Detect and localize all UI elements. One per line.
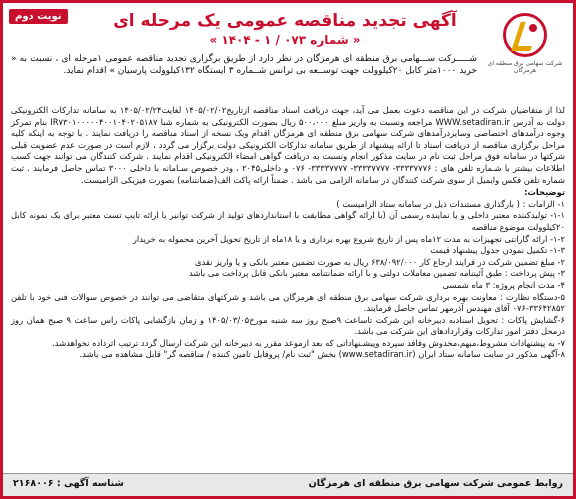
note-item: ۱-۳- تکمیل نمودن جدول پیشنهاد قیمت <box>430 245 565 256</box>
note-item: ۷- به پیشنهادات مشروط،مبهم،مخدوش وفاقد سپرده وپیشـنهاداتی که بعد ازموعد مقرر به دبیرخانه این شرکت ارسال گردد ترتیب اثرداده نخواهدشد. <box>52 337 565 348</box>
note-item: ۵-دستگاه نظارت : معاونت بهره برداری شرکت سهامی برق منطقه ای هرمزگان می باشد و شرکتهای متقاضی می توانند در خصوص سوالات فنی خود با تلفن ۳۳۶۴۲۸۵۲-۰۷۶ آقای مهندس آذرمهر تماس حاصل فرمایند. <box>11 291 565 314</box>
ad-identifier: شناسه آگهی : ۲۱۶۸۰۰۶ <box>13 478 124 489</box>
note-item: ۱- الزامات : ( بارگذاری مستندات ذیل در سامانه ستاد الزامیست ) <box>336 198 565 209</box>
logo-caption: شرکت سهامی برق منطقه ای هرمزگان <box>487 60 563 75</box>
tender-number: « شماره ۰۷۳ / ۱ - ۱۴۰۴ » <box>209 33 361 47</box>
publication-round-badge: نوبت دوم <box>9 9 68 24</box>
footer-bar <box>3 473 573 496</box>
footer-organization: روابط عمومی شرکت سهامی برق منطقه ای هرمزگان <box>308 478 563 489</box>
notes-title: توضیحات: <box>524 187 565 198</box>
note-item: ۶-گشایش پاکات : تحویل اسنادبه دبیرخانه این شرکت تاساعت ۹صبح روز سه شنبه مورخ۱۴۰۵/۰۳/۰۵ و زمان بازگشایی پاکات راس ساعت ۹ صبح همان روز درمحل دفتر امور تدارکات وقراردادهای این شرکت می باشد. <box>11 314 565 337</box>
note-item: ۳- پیش پرداخت : طبق آئیننامه تضمین معاملات دولتی و با ارائه ضمانتنامه معتبر بانکی قابل پرداخت می باشد <box>188 268 565 279</box>
headline <box>93 11 477 49</box>
ad-body <box>11 105 565 361</box>
power-company-logo-icon <box>503 13 547 57</box>
note-item: ۴- مدت انجام پروژه: ۳ ماه شمسی <box>442 279 565 290</box>
intro-paragraph: شـــــرکت ســـهامی برق منطقه ای هرمزگان در نظر دارد از طریق برگزاری تجدید مناقصه عمومی ۱مرحله ای ، نسبت به « خرید ۱۰۰۰متر کابل ۲۰کیلوولت جهت توســعه بی ترانس شــماره ۳ ایستگاه ۱۳۲کیلوولت پارسیان » اقدام نماید. <box>11 54 477 77</box>
note-item: ۸-آگهی مذکور در سایت سامانه ستاد ایران (www.setadiran.ir) بخش "ثبت نام/ پروفایل تامین کننده / مناقصه گر" قابل مشاهده می باشد. <box>79 349 565 360</box>
ad-title: آگهی تجدید مناقصه عمومی یک مرحله ای <box>113 11 457 31</box>
main-paragraph: لذا از متقاضیان شرکت در این مناقصه دعوت بعمل می آید، جهت دریافت اسناد مناقصه ازتاریخ۱۴۰۵/۰۲/۰۲ لغایت۱۴۰۵/۰۲/۲۴ به سامانه تدارکات الکترونیکی دولت به آدرس WWW.setadiran.ir مراجعه ونسبت به واریز مبلغ ۵۰۰،۰۰۰ ریال بصورت الکترونیکی به شماره شبا IR۷۳۰۱۰۰۰۰۰۴۰۰۱۰۴۰۲۰۵۱۸۷ بنام تمرکز وجوه درآمدهای اختصاصی وسایردرآمدهای شرکت سهامی برق منطقه ای هرمزگان اقدام ویک نسخه از اسناد مناقصه را دریافت نمایند . با توجه به اینکه کلیه مراحل برگزاری مناقصه از دریافت اسناد تا ارائه پیشنهاد از طریق سامانه تدارکات الکترونیکی دولت برگزار می گردد ، لازم است در صورت عدم عضویت قبلی شرکتها در سامانه فوق مراحل ثبت نام در سایت مذکور انجام ونسبت به دریافت گواهی امضاء الکترونیکی اقدام نمایند . شرکت کنندگان می توانند جهت کسب اطلاعات بیشتر با شـماره تلفن های : ۳۳۳۳۷۷۷۶- ۳۳۳۳۷۷۷۷- ۳۳۳۳۷۷۷۷- ۰۷۶ و داخلی۲۰۴۵ ، ودر خصوص سـامانه با داخلی ۳۰۰۰ تماس حاصل فرمایند . ثبت شماره تلفن فکس وایمیل از سوی شرکت کنندگان در سامانه الزامی می باشد . ضمناً ارائه پاکت الف(ضمانتنامه) بصورت فیزیکی الزامیست. <box>11 105 565 185</box>
company-logo <box>485 13 565 79</box>
note-item: ۱-۱- تولیدکننده معتبر داخلی و یا نماینده رسمی آن (با ارائه گواهی مطابقت با استانداردهای تولید از شرکت توانیر یا ارائه تایپ تست معتبر برای یک نمونه کابل ۲۰کیلوولت موضوع مناقصه <box>11 210 565 232</box>
note-item: ۲- مبلغ تضمین شرکت در فرایند ارجاع کار ۶۳۸/۰۹۲/۰۰۰ ریال به صورت تضمین معتبر بانکی و یا واریز نقدی <box>194 256 565 267</box>
note-item: ۱-۲- ارائه گارانتی تجهیزات به مدت ۱۲ماه پس از تاریخ شروع بهره برداری و یا ۱۸ماه از تاریخ تحویل آخرین محموله به خریدار <box>132 233 565 244</box>
